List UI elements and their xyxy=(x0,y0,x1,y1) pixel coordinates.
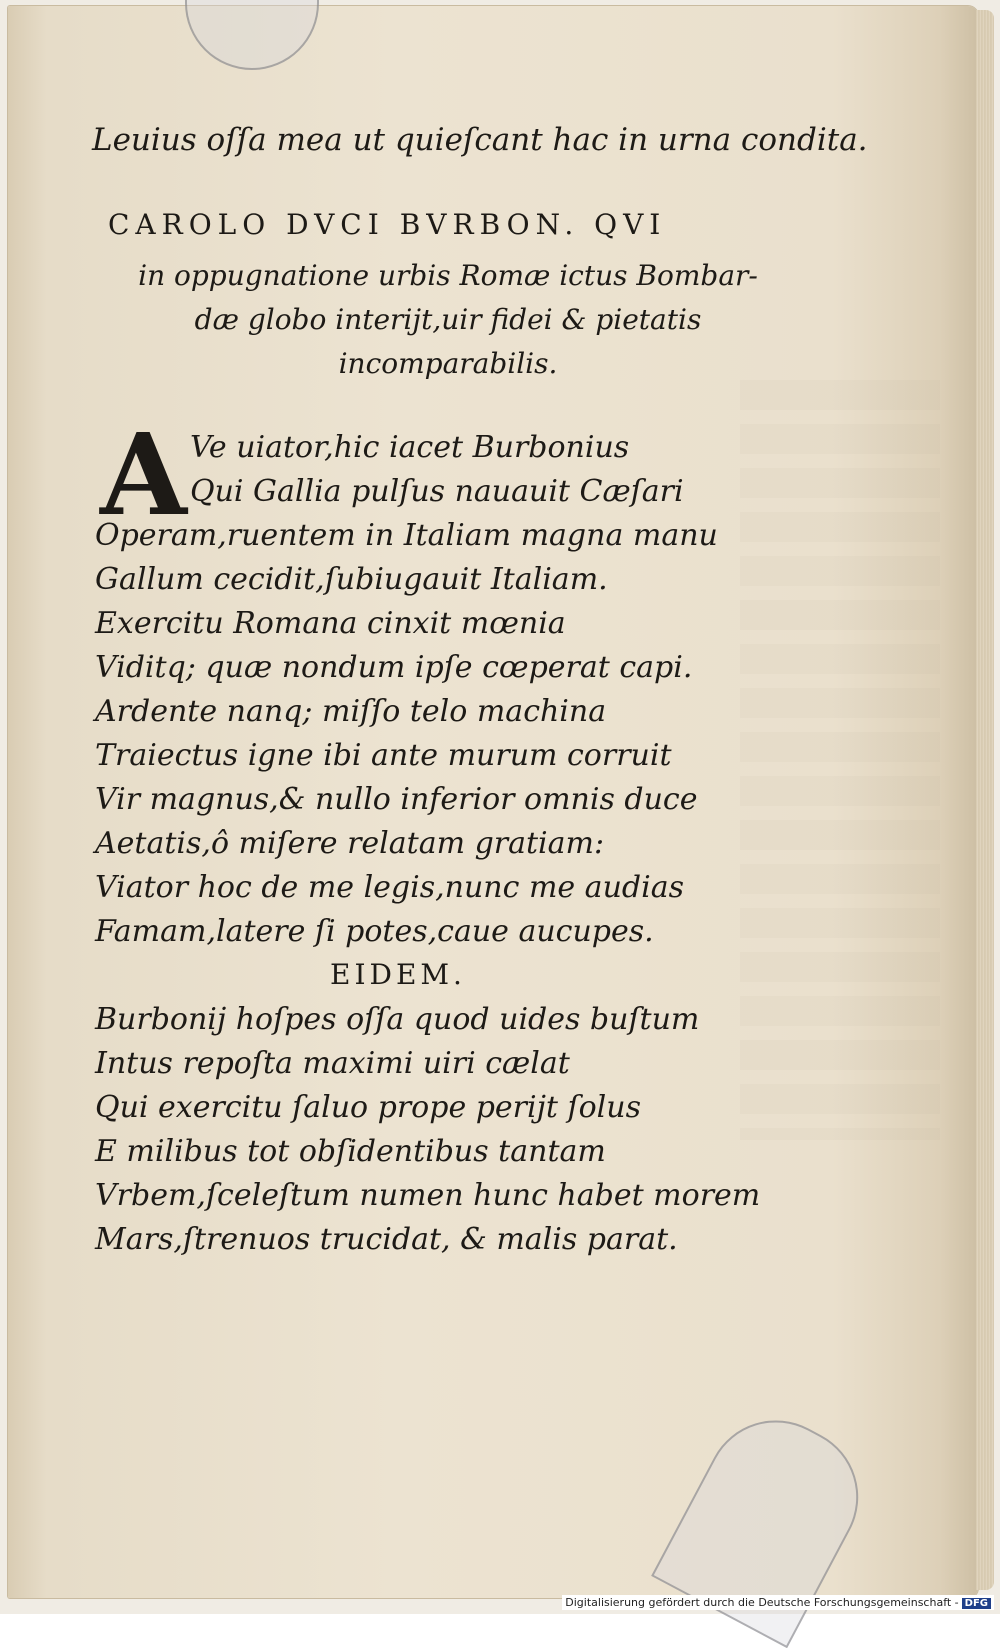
heading-title: CAROLO DVCI BVRBON. QVI xyxy=(108,208,667,241)
verse-line: Traiectus igne ibi ante murum corruit xyxy=(95,738,672,773)
dfg-logo: DFG xyxy=(962,1598,991,1609)
section-heading-eidem: EIDEM. xyxy=(330,958,466,991)
verse-line: Famam,latere ſi potes,caue aucupes. xyxy=(95,914,654,949)
verse-line: Qui exercitu ſaluo prope perijt ſolus xyxy=(95,1090,641,1125)
digitization-credit xyxy=(562,1595,994,1610)
verse-line: Exercitu Romana cinxit mœnia xyxy=(95,606,566,641)
verse-line: Ve uiator,hic iacet Burbonius xyxy=(190,430,630,465)
verse-line: E milibus tot obſidentibus tantam xyxy=(95,1134,606,1169)
verse-line: Qui Gallia pulſus nauauit Cæſari xyxy=(190,474,684,509)
heading-line: incomparabilis. xyxy=(338,347,558,380)
verse-line: Gallum cecidit,ſubiugauit Italiam. xyxy=(95,562,608,597)
credit-text: Digitalisierung gefördert durch die Deutsche Forschungsgemeinschaft - xyxy=(565,1596,959,1609)
verse-line: Burbonij hoſpes oſſa quod uides buſtum xyxy=(95,1002,700,1037)
verse-line: Operam,ruentem in Italiam magna manu xyxy=(95,518,718,553)
verse-line: Intus repoſta maximi uiri cælat xyxy=(95,1046,570,1081)
verse-line: Aetatis,ô miſere relatam gratiam: xyxy=(95,826,605,861)
top-line: Leuius oſſa mea ut quieſcant hac in urna condita. xyxy=(92,122,868,158)
verse-line: Viditq; quæ nondum ipſe cœperat capi. xyxy=(95,650,693,685)
verse-line: Viator hoc de me legis,nunc me audias xyxy=(95,870,684,905)
heading-subtitle xyxy=(108,254,788,386)
verse-line: Mars,ſtrenuos trucidat, & malis parat. xyxy=(95,1222,678,1257)
drop-cap: A xyxy=(100,410,187,541)
heading-line: dæ globo interijt,uir fidei & pietatis xyxy=(194,303,702,336)
verse-line: Vir magnus,& nullo inferior omnis duce xyxy=(95,782,698,817)
verse-line: Ardente nanq; miſſo telo machina xyxy=(95,694,607,729)
heading-line: in oppugnatione urbis Romæ ictus Bombar- xyxy=(138,259,758,292)
verse-line: Vrbem,ſceleſtum numen hunc habet morem xyxy=(95,1178,761,1213)
